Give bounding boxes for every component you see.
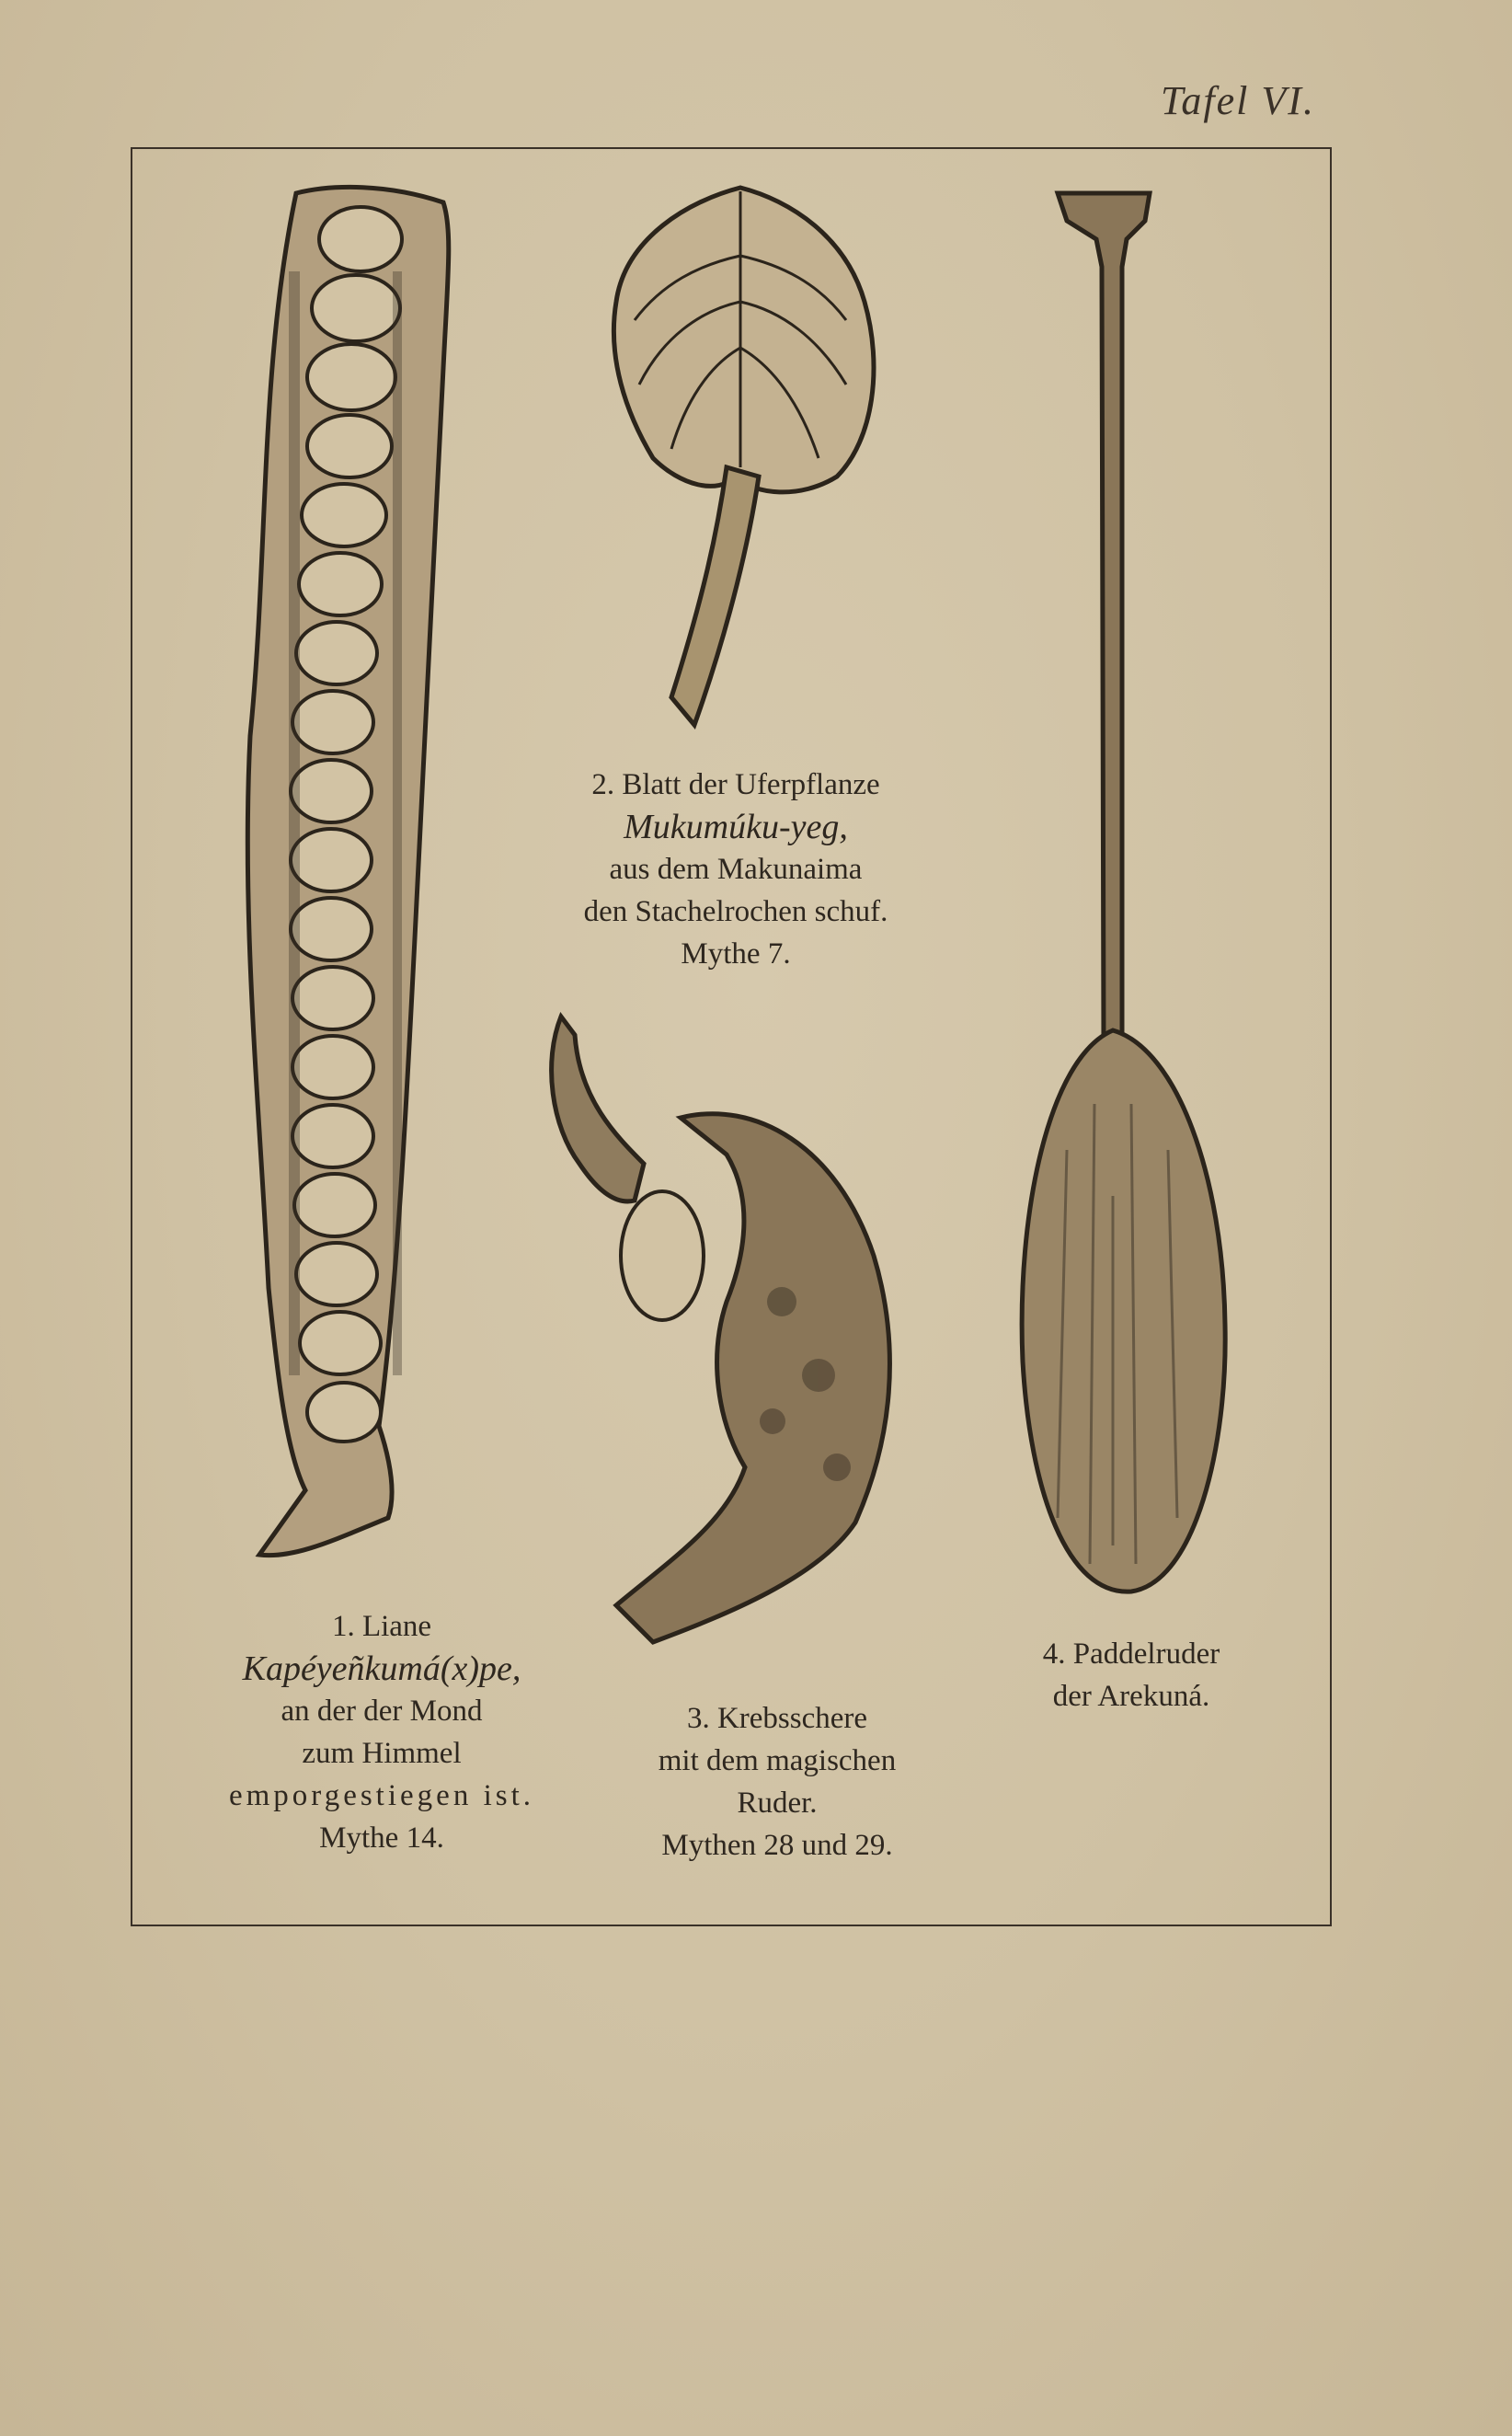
crab-claw-caption xyxy=(598,1697,956,1867)
paddle-illustration xyxy=(1012,184,1232,1601)
paddle-caption xyxy=(975,1633,1288,1718)
liane-illustration xyxy=(241,184,462,1582)
paddle-caption-line2: der Arekuná. xyxy=(1052,1680,1210,1713)
leaf-caption-line5: Mythe 7. xyxy=(681,937,791,971)
paddle-caption-line1: 4. Paddelruder xyxy=(1042,1637,1220,1671)
plate-title: Tafel VI. xyxy=(1161,78,1315,123)
leaf-caption-line1: 2. Blatt der Uferpflanze xyxy=(591,768,880,801)
leaf-caption-line3: aus dem Makunaima xyxy=(609,853,863,886)
leaf-caption-name: Mukumúku-yeg, xyxy=(624,808,848,846)
liane-caption-line4: zum Himmel xyxy=(302,1737,462,1770)
crab-claw-illustration xyxy=(543,1007,911,1651)
leaf-illustration xyxy=(598,182,883,734)
liane-caption xyxy=(175,1605,589,1859)
liane-caption-line3: an der der Mond xyxy=(281,1695,483,1728)
crab-claw-caption-line1: 3. Krebsschere xyxy=(686,1702,868,1735)
liane-caption-name: Kapéyeñkumá(x)pe, xyxy=(242,1649,521,1688)
crab-claw-caption-line2: mit dem magischen xyxy=(658,1744,897,1777)
crab-claw-caption-line4: Mythen 28 und 29. xyxy=(661,1829,893,1862)
liane-caption-line6: Mythe 14. xyxy=(319,1821,444,1855)
liane-caption-line5: emporgestiegen ist. xyxy=(228,1779,534,1812)
liane-caption-line1: 1. Liane xyxy=(331,1610,432,1643)
leaf-caption-line4: den Stachelrochen schuf. xyxy=(583,895,888,928)
crab-claw-caption-line3: Ruder. xyxy=(737,1787,818,1820)
leaf-caption xyxy=(543,764,929,975)
